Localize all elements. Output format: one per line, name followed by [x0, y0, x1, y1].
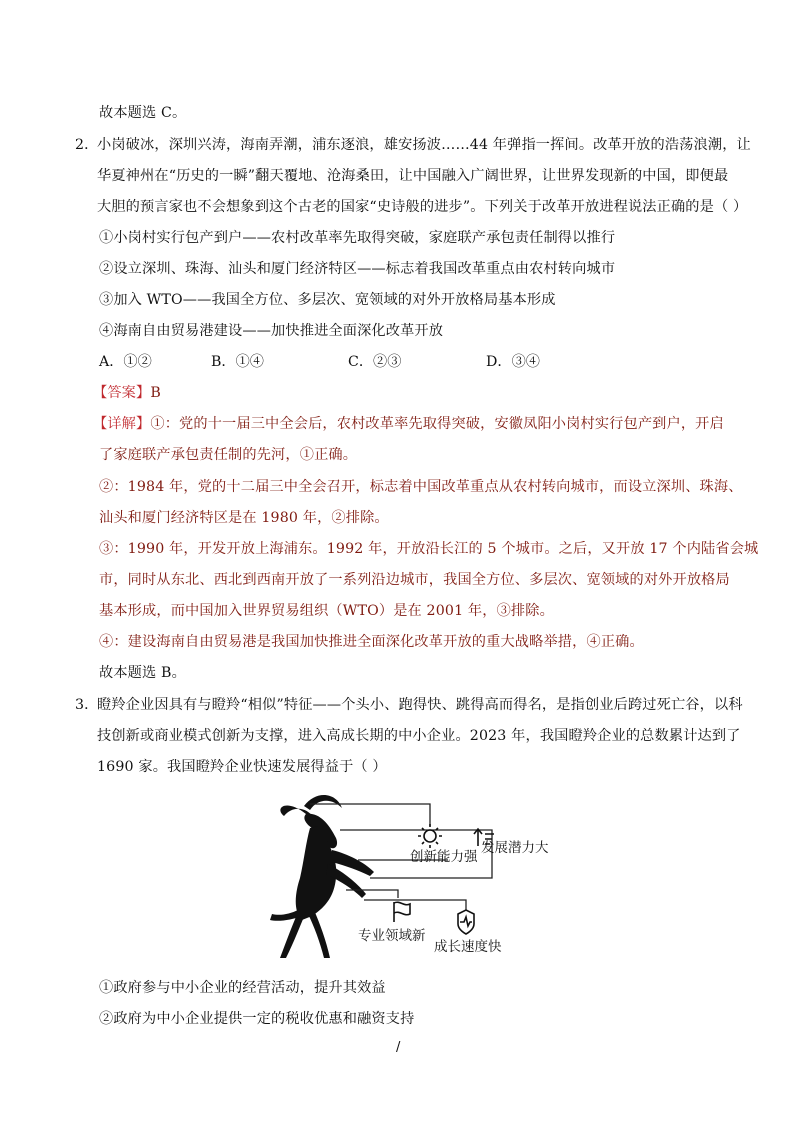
pulse-shield-icon — [458, 910, 474, 934]
q2-item-4: ④海南自由贸易港建设——加快推进全面深化改革开放 — [99, 323, 444, 339]
q2-item-2: ②设立深圳、珠海、汕头和厦门经济特区——标志着我国改革重点由农村转向城市 — [99, 261, 616, 277]
q2-answer — [93, 383, 161, 403]
page-number: / — [396, 1040, 401, 1055]
q2-option-c: C．②③ — [348, 354, 402, 370]
q3-number: 3． — [75, 697, 99, 713]
label-potential: 发展潜力大 — [481, 840, 549, 856]
q2-item-1: ①小岗村实行包产到户——农村改革率先取得突破，家庭联产承包责任制得以推行 — [99, 230, 616, 246]
q2-stem-line-1: 小岗破冰，深圳兴涛，海南弄潮，浦东逐浪，雄安扬波……44 年弹指一挥间。改革开放的浩荡浪潮，让 — [97, 137, 751, 153]
detail-tag: 【详解】 — [93, 416, 151, 432]
q2-detail-line-8: ④：建设海南自由贸易港是我国加快推进全面深化改革开放的重大战略举措，④正确。 — [99, 634, 644, 650]
label-specialty: 专业领域新 — [358, 928, 426, 944]
q3-item-1: ①政府参与中小企业的经营活动，提升其效益 — [99, 980, 386, 996]
q2-number: 2． — [75, 137, 99, 153]
q2-option-b: B．①④ — [211, 354, 264, 370]
label-innovation: 创新能力强 — [410, 849, 478, 865]
q2-conclusion: 故本题选 B。 — [99, 665, 186, 681]
detail-text: ①：党的十一届三中全会后，农村改革率先取得突破，安徽凤阳小岗村实行包产到户，开启 — [150, 416, 724, 432]
q2-detail-line-3: ②：1984 年，党的十二届三中全会召开，标志着中国改革重点从农村转向城市，而设立深圳、珠海、 — [99, 479, 743, 495]
q3-stem-line-2: 技创新或商业模式创新为支撑，进入高成长期的中小企业。2023 年，我国瞪羚企业的总数累计达到了 — [97, 728, 741, 744]
answer-value: B — [150, 385, 161, 401]
q2-option-a: A．①② — [99, 354, 152, 370]
q2-option-d: D．③④ — [486, 354, 540, 370]
q2-detail-line-5: ③：1990 年，开发开放上海浦东。1992 年，开放沿长江的 5 个城市。之后，又开放 17 个内陆省会城 — [99, 541, 759, 557]
q2-detail-line-1 — [93, 414, 724, 434]
q2-detail-line-2: 了家庭联产承包责任制的先河，①正确。 — [99, 447, 358, 463]
flag-icon — [394, 902, 410, 922]
q1-conclusion: 故本题选 C。 — [99, 105, 187, 121]
stray-mark — [540, 88, 543, 91]
sun-icon — [418, 824, 442, 848]
label-growth: 成长速度快 — [434, 939, 502, 955]
q2-detail-line-6: 市，同时从东北、西北到西南开放了一系列沿边城市，我国全方位、多层次、宽领域的对外开放格局 — [99, 572, 730, 588]
q2-detail-line-7: 基本形成，而中国加入世界贸易组织（WTO）是在 2001 年，③排除。 — [99, 603, 554, 619]
q3-stem-line-3: 1690 家。我国瞪羚企业快速发展得益于（ ） — [97, 759, 387, 775]
q3-item-2: ②政府为中小企业提供一定的税收优惠和融资支持 — [99, 1011, 415, 1027]
q2-detail-line-4: 汕头和厦门经济特区是在 1980 年，②排除。 — [99, 510, 389, 526]
q2-stem-line-3: 大胆的预言家也不会想象到这个古老的国家“史诗般的进步”。下列关于改革开放进程说法正确的是（ ） — [97, 199, 748, 215]
q2-stem-line-2: 华夏神州在“历史的一瞬”翻天覆地、沧海桑田，让中国融入广阔世界，让世界发现新的中国，即便最 — [97, 168, 729, 184]
answer-tag: 【答案】 — [93, 385, 151, 401]
q3-stem-line-1: 瞪羚企业因具有与瞪羚“相似”特征——个头小、跑得快、跳得高而得名，是指创业后跨过死亡谷，以科 — [97, 697, 743, 713]
q2-item-3: ③加入 WTO——我国全方位、多层次、宽领域的对外开放格局基本形成 — [99, 292, 556, 308]
